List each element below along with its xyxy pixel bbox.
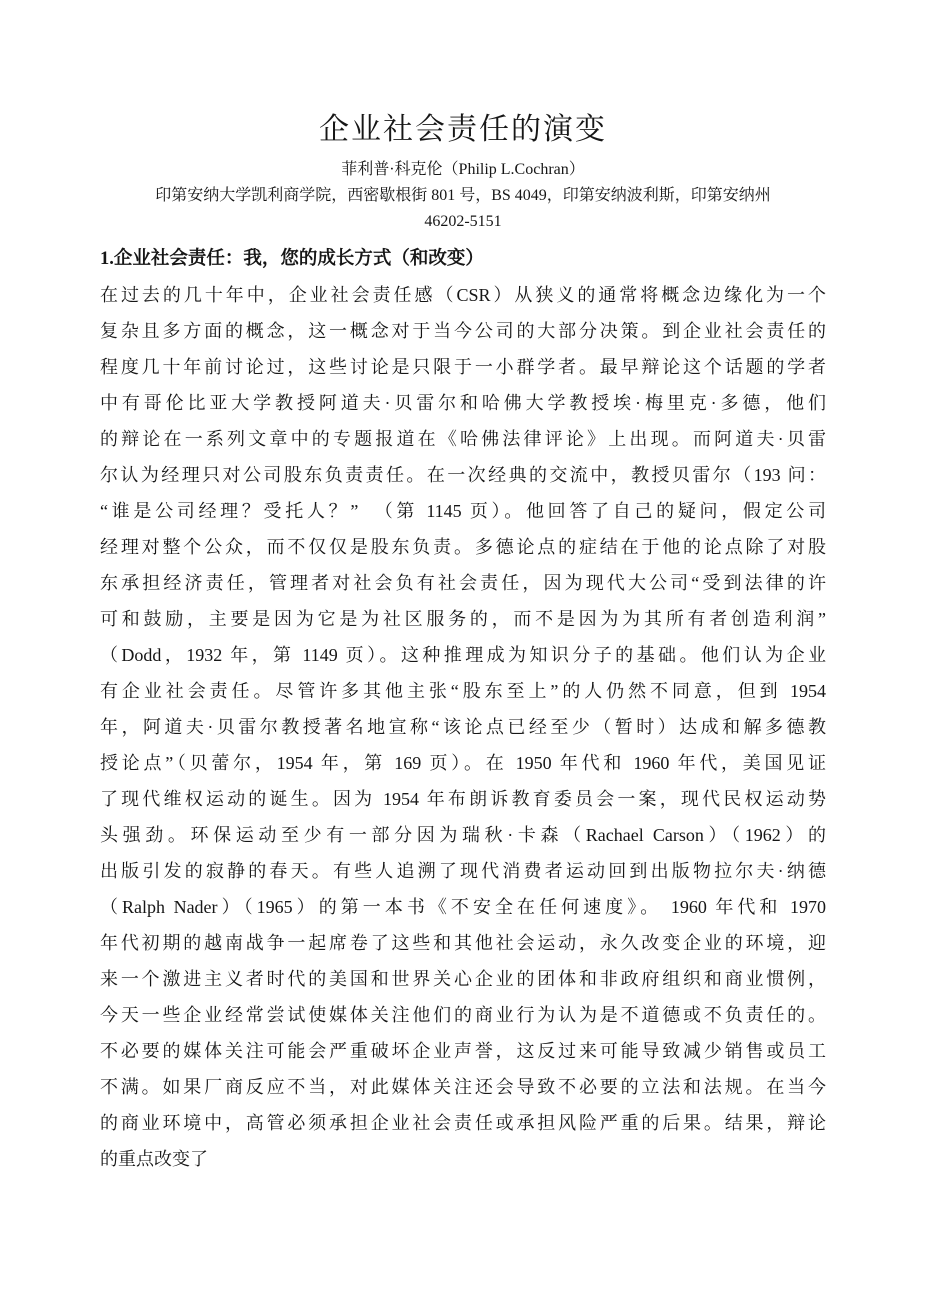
body-text-line: 尔认为经理只对公司股东负责责任。在一次经典的交流中，教授贝雷尔（193 问： xyxy=(100,465,826,485)
body-text-line: （Ralph Nader）（1965）的第一本书《不安全在任何速度》。 1960 年代和 1970 xyxy=(100,897,826,917)
body-text-line: 的商业环境中，高管必须承担企业社会责任或承担风险严重的后果。结果，辩论 xyxy=(100,1113,826,1133)
body-text-line: 来一个激进主义者时代的美国和世界关心企业的团体和非政府组织和商业惯例， xyxy=(100,969,826,989)
body-paragraph xyxy=(100,277,826,1177)
body-text-line: 今天一些企业经常尝试使媒体关注他们的商业行为认为是不道德或不负责任的。 xyxy=(100,1005,826,1025)
body-text-line: 有企业社会责任。尽管许多其他主张“股东至上”的人仍然不同意，但到 1954 xyxy=(100,681,826,701)
body-text-line: 头强劲。环保运动至少有一部分因为瑞秋·卡森（Rachael Carson）（1962）的 xyxy=(100,825,826,845)
body-text-line: 不满。如果厂商反应不当，对此媒体关注还会导致不必要的立法和法规。在当今 xyxy=(100,1077,826,1097)
body-text-line: 不必要的媒体关注可能会严重破坏企业声誉，这反过来可能导致减少销售或员工 xyxy=(100,1041,826,1061)
author-line: 菲利普·科克伦（Philip L.Cochran） xyxy=(341,161,585,178)
body-text-line: 的辩论在一系列文章中的专题报道在《哈佛法律评论》上出现。而阿道夫·贝雷 xyxy=(100,429,826,449)
body-text-line: 可和鼓励，主要是因为它是为社区服务的，而不是因为为其所有者创造利润” xyxy=(100,609,826,629)
affiliation-line: 印第安纳大学凯利商学院，西密歇根街 801 号，BS 4049，印第安纳波利斯，印第安纳州 xyxy=(155,187,771,204)
body-text-line: 中有哥伦比亚大学教授阿道夫·贝雷尔和哈佛大学教授埃·梅里克·多德，他们 xyxy=(100,393,826,413)
document-title: 企业社会责任的演变 xyxy=(319,113,607,146)
body-text-line: 授论点”（贝蕾尔，1954 年，第 169 页）。在 1950 年代和 1960 年代，美国见证 xyxy=(100,753,826,773)
section-heading: 1.企业社会责任：我，您的成长方式（和改变） xyxy=(100,249,484,269)
body-text-line: 复杂且多方面的概念，这一概念对于当今公司的大部分决策。到企业社会责任的 xyxy=(100,321,826,341)
body-text-line: 经理对整个公众，而不仅仅是股东负责。多德论点的症结在于他的论点除了对股 xyxy=(100,537,826,557)
body-text-line: （Dodd，1932 年，第 1149 页）。这种推理成为知识分子的基础。他们认为企业 xyxy=(100,645,826,665)
body-text-line: 程度几十年前讨论过，这些讨论是只限于一小群学者。最早辩论这个话题的学者 xyxy=(100,357,826,377)
body-text-line: 在过去的几十年中，企业社会责任感（CSR）从狭义的通常将概念边缘化为一个 xyxy=(100,285,826,305)
body-text-line: 了现代维权运动的诞生。因为 1954 年布朗诉教育委员会一案，现代民权运动势 xyxy=(100,789,826,809)
body-text-line: 东承担经济责任，管理者对社会负有社会责任，因为现代大公司“受到法律的许 xyxy=(100,573,826,593)
body-text-line: 出版引发的寂静的春天。有些人追溯了现代消费者运动回到出版物拉尔夫·纳德 xyxy=(100,861,826,881)
body-text-line: 的重点改变了 xyxy=(100,1149,208,1169)
body-text-line: “谁是公司经理？受托人？” （第 1145 页）。他回答了自己的疑问，假定公司 xyxy=(100,501,826,521)
body-text-line: 年代初期的越南战争一起席卷了这些和其他社会运动，永久改变企业的环境，迎 xyxy=(100,933,826,953)
body-text-line: 年，阿道夫·贝雷尔教授著名地宣称“该论点已经至少（暂时）达成和解多德教 xyxy=(100,717,826,737)
affiliation-zip-line: 46202-5151 xyxy=(424,213,502,230)
